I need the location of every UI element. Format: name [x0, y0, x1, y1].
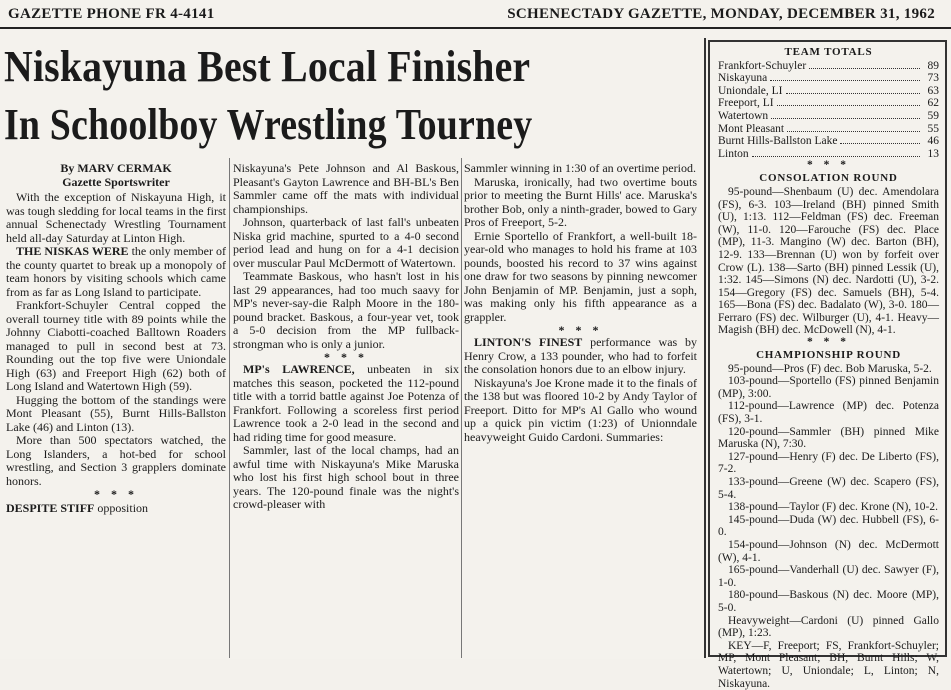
paragraph: [6, 245, 226, 299]
team-points: 13: [927, 147, 939, 160]
team-name: Niskayuna: [718, 72, 768, 85]
team-totals-heading: TEAM TOTALS: [784, 46, 873, 58]
team-points: 59: [927, 109, 939, 122]
paragraph-text: opposition: [94, 501, 149, 515]
team-total-row: [718, 110, 939, 123]
run-in-head: THE NISKAS WERE: [16, 244, 129, 258]
championship-result: 165-pound—Vanderhall (U) dec. Sawyer (F), 1-0.: [718, 564, 939, 589]
dot-leader: [786, 93, 920, 94]
column-rule: [229, 158, 230, 658]
paragraph: Frankfort-Schuyler Central copped the overall tourney title with 89 points while the Johnny Ciabotti-coached Balltown Roaders managed to pull in second best at 73. Rounding out the top five were Uniondale High (63) and Freeport High (62) both of Long Island and Watertown High (59).: [6, 298, 226, 393]
team-name: Frankfort-Schuyler: [718, 59, 807, 72]
championship-result: 138-pound—Taylor (F) dec. Krone (N), 10-2.: [728, 501, 938, 514]
paragraph: Sammler, last of the local champs, had an awful time with Niskayuna's Mike Maruska who lost his first high school bout in three years. The 120-pound finale was the night's crowd-pleaser with: [233, 443, 459, 511]
team-total-row: [718, 85, 939, 98]
column-rule: [461, 158, 462, 658]
paragraph: [6, 502, 226, 516]
team-total-row: [718, 72, 939, 85]
championship-result: 95-pound—Pros (F) dec. Bob Maruska, 5-2.: [728, 362, 932, 375]
dot-leader: [777, 105, 920, 106]
team-name: Burnt Hills-Ballston Lake: [718, 135, 838, 148]
championship-result: 133-pound—Greene (W) dec. Scapero (FS), 5-4.: [718, 476, 939, 501]
team-name: Freeport, LI: [718, 97, 774, 110]
championship-result: 127-pound—Henry (F) dec. De Liberto (FS), 7-2.: [718, 450, 939, 476]
paragraph: With the exception of Niskayuna High, it was tough sledding for local teams in the first annual Schenectady Wrestling Tournament held all-day Saturday at Linton High.: [6, 190, 226, 245]
dot-leader: [770, 80, 920, 81]
byline: By MARV CERMAK: [60, 161, 172, 175]
sidebar-rule: [704, 38, 706, 658]
championship-result: KEY—F, Freeport; FS, Frankfort-Schuyler; MP, Mont Pleasant; BH, Burnt Hills; W, Watertown; U, Uniondale; L, Linton; N, Niskayuna.: [718, 639, 939, 690]
paragraph: Niskayuna's Joe Krone made it to the finals of the 138 but was floored 10-2 by Andy Taylor of Freeport. Ditto for MP's Al Gallo who wound up a quick pin victim (1:23) of Unionndale heavyweight Guido Cardoni. Summaries:: [464, 375, 697, 444]
paragraph-text: the only member of the county quartet to break up a monopoly of team honors by visiting schools which came from as far as Long Island to participate.: [6, 244, 227, 299]
paragraph: Niskayuna's Pete Johnson and Al Baskous, Pleasant's Gayton Lawrence and BH-BL's Ben Sammler came off the mats with individual championships.: [233, 161, 459, 216]
championship-heading: CHAMPIONSHIP ROUND: [756, 349, 901, 362]
paragraph: [233, 363, 459, 444]
article-column-2: [233, 162, 459, 657]
masthead-dateline: SCHENECTADY GAZETTE, MONDAY, DECEMBER 31, 1962: [507, 6, 935, 22]
consolation-results: 95-pound—Shenbaum (U) dec. Amendolara (FS), 6-3. 103—Ireland (BH) pinned Smith (U), 1:13. 112—Feldman (FS) dec. Freeman (W), 11-0. 120—Farouche (FS) dec. Place (MP), 11-3. Mangino (W) dec. Barton (BH), 12-9. 133—Brennan (U) won by forfeit over Crow (L). 138—Sarto (BH) pinned Lessik (U), 1:32. 145—Simons (N) dec. Nardotti (U), 3-2. 154—Gregory (FS) dec. Samuels (BH), 5-4. 165—Bona (FS) dec. Badalato (W), 3-0. 180—Ferraro (FS) dec. Wilburger (U), 4-1. Heavy—Magish (BH) dec. McDowell (N), 4-1.: [718, 185, 939, 337]
dot-leader: [809, 68, 920, 69]
team-points: 62: [927, 97, 939, 110]
dot-leader: [840, 143, 920, 144]
team-name: Uniondale, LI: [718, 84, 783, 97]
championship-result: 103-pound—Sportello (FS) pinned Benjamin (MP), 3:00.: [718, 375, 939, 400]
team-points: 89: [927, 59, 939, 72]
run-in-head: DESPITE STIFF: [6, 501, 95, 515]
paragraph: Hugging the bottom of the standings were Mont Pleasant (55), Burnt Hills-Ballston Lake (46) and Linton (13).: [6, 392, 226, 434]
dot-leader: [787, 131, 920, 132]
championship-result: 145-pound—Duda (W) dec. Hubbell (FS), 6-0.: [718, 513, 939, 539]
headline-line-1: Niskayuna Best Local Finisher: [4, 42, 531, 91]
article-column-1: [6, 162, 226, 657]
team-total-row: [718, 60, 939, 73]
section-stars: * * *: [94, 487, 138, 501]
championship-result: 112-pound—Lawrence (MP) dec. Potenza (FS), 3-1.: [718, 400, 939, 426]
team-name: Watertown: [718, 109, 769, 122]
section-stars: * * *: [807, 159, 850, 172]
section-stars: * * *: [807, 336, 850, 349]
results-sidebar: [708, 40, 947, 690]
championship-result: 120-pound—Sammler (BH) pinned Mike Maruska (N), 7:30.: [718, 425, 939, 451]
team-name: Mont Pleasant: [718, 122, 785, 135]
paragraph: Ernie Sportello of Frankfort, a well-built 18-year-old who manages to hold his frame at 103 pounds, boosted his record to 37 wins against one draw for two seasons by pinning newcomer John Benjamin of MP. Benjamin, just a soph, was making only his fifth appearance as a grappler.: [464, 228, 697, 324]
team-points: 63: [927, 84, 939, 97]
paragraph: Johnson, quarterback of last fall's unbeaten Niska grid machine, spurted to a 4-0 second period lead and hung on for a 4-1 decision over muscular Paul McDermott of Watertown.: [233, 215, 459, 270]
masthead-phone: GAZETTE PHONE FR 4-4141: [8, 6, 215, 22]
team-points: 73: [927, 72, 939, 85]
team-total-row: [718, 135, 939, 148]
headline-line-2: In Schoolboy Wrestling Tourney: [4, 100, 533, 149]
section-stars: * * *: [324, 350, 368, 364]
team-total-row: [718, 123, 939, 136]
paragraph: Maruska, ironically, had two overtime bouts prior to meeting the Burnt Hills' ace. Maruska's brother Bob, only a ninth-grader, bowed to Gary Pros of Freeport, 5-2.: [464, 174, 697, 229]
paragraph: More than 500 spectators watched, the Long Islanders, a hot-bed for school wrestling, and Section 3 grapplers dominate honors.: [6, 433, 226, 488]
paragraph: Teammate Baskous, who hasn't lost in his last 29 appearances, had too much saavy for MP's never-say-die Ralph Moore in the 180-pound bracket. Baskous, a four-year vet, took a 5-0 decision from the MP fullback-strongman who is only a junior.: [233, 269, 459, 351]
team-total-row: [718, 97, 939, 110]
masthead-rule: [0, 27, 951, 29]
dot-leader: [771, 118, 920, 119]
championship-result: Heavyweight—Cardoni (U) pinned Gallo (MP), 1:23.: [718, 614, 939, 640]
championship-result: 180-pound—Baskous (N) dec. Moore (MP), 5-0.: [718, 589, 939, 614]
team-name: Linton: [718, 147, 749, 160]
championship-result: 154-pound—Johnson (N) dec. McDermott (W), 4-1.: [718, 538, 939, 564]
article-column-3: [464, 162, 697, 657]
paragraph-text: performance was by Henry Crow, a 133 pounder, who had to forfeit the consolation honors due to an elbow injury.: [464, 335, 697, 376]
section-stars: * * *: [558, 323, 603, 337]
team-points: 55: [927, 122, 939, 135]
dot-leader: [752, 156, 920, 157]
run-in-head: LINTON'S FINEST: [474, 335, 583, 349]
team-totals-list: [718, 60, 939, 161]
paragraph: [464, 336, 697, 377]
paragraph: Sammler winning in 1:30 of an overtime period.: [464, 161, 696, 175]
team-points: 46: [927, 135, 939, 148]
consolation-heading: CONSOLATION ROUND: [759, 172, 898, 185]
paragraph-text: unbeaten in six matches this season, pocketed the 112-pound title with a torrid battle against Joe Potenza of Frankfort. Following a scoreless first period Lawrence took a 2-0 lead in the second and had riding time for good measure.: [233, 362, 459, 444]
byline-credit: Gazette Sportswriter: [62, 174, 170, 189]
run-in-head: MP's LAWRENCE,: [243, 362, 355, 376]
championship-results: [718, 363, 939, 690]
